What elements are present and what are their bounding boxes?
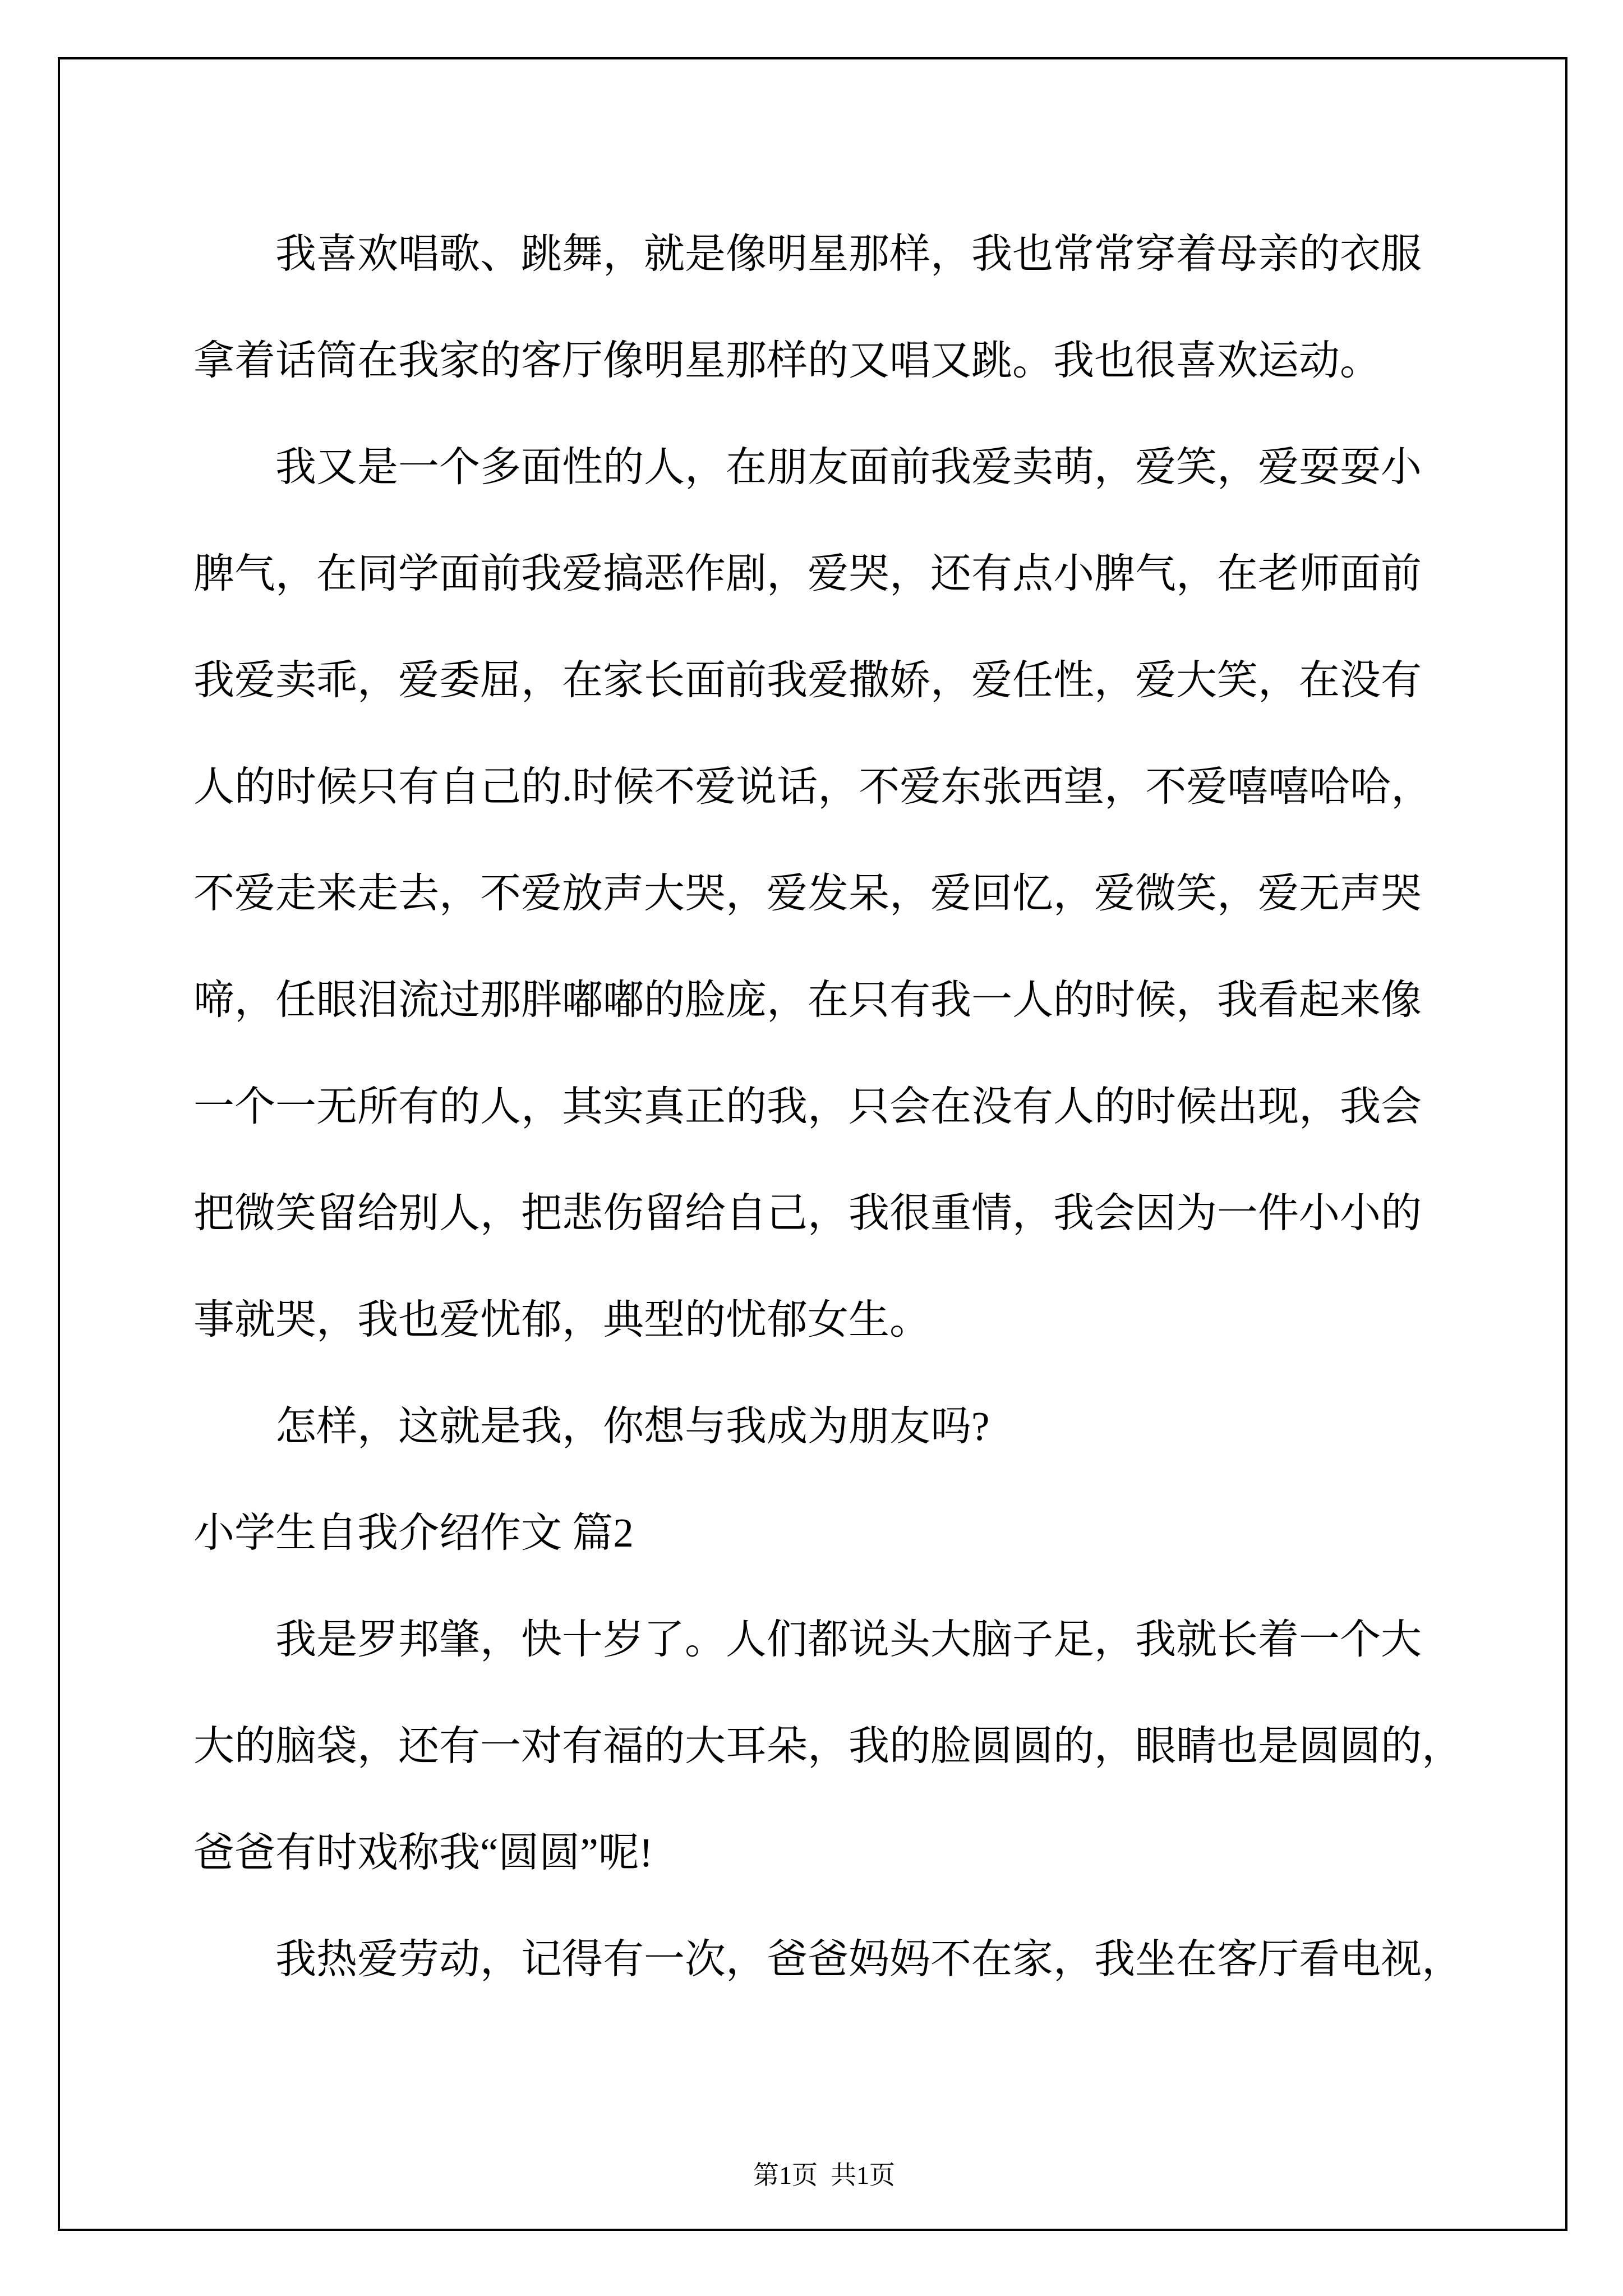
page-border-frame	[58, 57, 1567, 2231]
text-line: 爸爸有时戏称我“圆圆”呢!	[193, 1829, 653, 1875]
text-line: 脾气，在同学面前我爱搞恶作剧，爱哭，还有点小脾气，在老师面前	[193, 550, 1422, 596]
page-number-text: 第1页 共1页	[753, 2161, 895, 2189]
section-heading: 小学生自我介绍作文 篇2	[193, 1510, 634, 1556]
text-line: 把微笑留给别人，把悲伤留给自己，我很重情，我会因为一件小小的	[193, 1190, 1422, 1236]
document-content	[193, 196, 1463, 2008]
page-footer	[714, 2125, 895, 2221]
text-line: 大的脑袋，还有一对有福的大耳朵，我的脸圆圆的，眼睛也是圆圆的，	[193, 1723, 1463, 1769]
text-line: 事就哭，我也爱忧郁，典型的忧郁女生。	[193, 1296, 930, 1342]
text-line: 我喜欢唱歌、跳舞，就是像明星那样，我也常常穿着母亲的衣服	[275, 231, 1422, 277]
text-line: 怎样，这就是我，你想与我成为朋友吗?	[275, 1403, 990, 1449]
text-line: 不爱走来走去，不爱放声大哭，爱发呆，爱回忆，爱微笑，爱无声哭	[193, 870, 1422, 916]
text-line: 我爱卖乖，爱委屈，在家长面前我爱撒娇，爱任性，爱大笑，在没有	[193, 657, 1422, 703]
text-line: 人的时候只有自己的.时候不爱说话，不爱东张西望，不爱嘻嘻哈哈，	[193, 763, 1432, 809]
text-line: 我又是一个多面性的人，在朋友面前我爱卖萌，爱笑，爱耍耍小	[275, 444, 1422, 490]
text-line: 啼，任眼泪流过那胖嘟嘟的脸庞，在只有我一人的时候，我看起来像	[193, 977, 1422, 1023]
text-line: 我是罗邦肇，快十岁了。人们都说头大脑子足，我就长着一个大	[275, 1616, 1422, 1662]
text-line: 一个一无所有的人，其实真正的我，只会在没有人的时候出现，我会	[193, 1083, 1422, 1129]
text-line: 拿着话筒在我家的客厅像明星那样的又唱又跳。我也很喜欢运动。	[193, 337, 1381, 383]
text-line: 我热爱劳动，记得有一次，爸爸妈妈不在家，我坐在客厅看电视，	[275, 1936, 1463, 1982]
